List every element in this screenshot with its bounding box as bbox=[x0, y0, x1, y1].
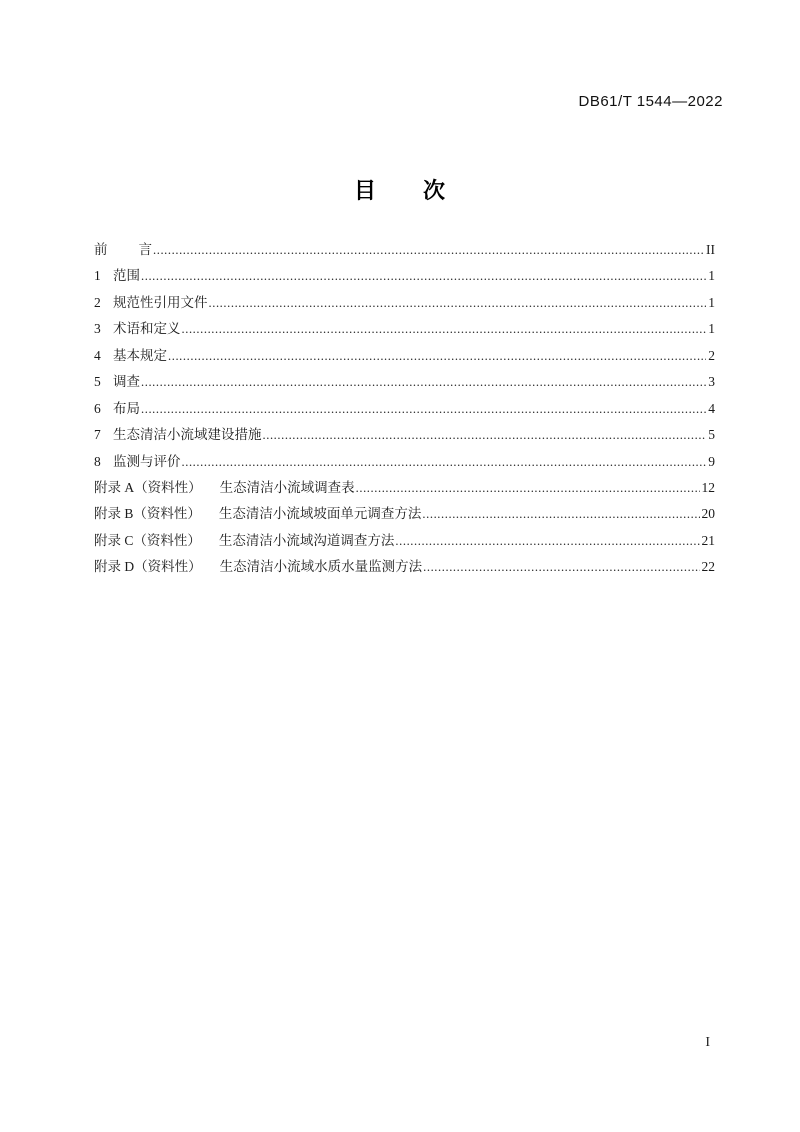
toc-entry-number: 4 bbox=[94, 347, 101, 363]
toc-row-layout bbox=[94, 396, 715, 422]
toc-entry-prefix: 附录 C（资料性） bbox=[94, 532, 201, 548]
dot-leader bbox=[168, 343, 706, 369]
toc-row-appendix-a bbox=[94, 475, 715, 501]
dot-leader bbox=[153, 237, 704, 263]
toc-entry-prefix: 附录 D（资料性） bbox=[94, 559, 202, 575]
toc-entry-prefix: 前 bbox=[94, 242, 108, 257]
dot-leader bbox=[263, 422, 707, 448]
toc-row-monitoring-evaluation bbox=[94, 449, 715, 475]
toc-row-construction-measures bbox=[94, 422, 715, 448]
toc-entry-page: II bbox=[706, 242, 715, 257]
dot-leader bbox=[422, 501, 699, 527]
toc-entry-title: 生态清洁小流域沟道调查方法 bbox=[218, 532, 395, 548]
toc-entry-page: 12 bbox=[701, 479, 715, 495]
toc-entry-number: 7 bbox=[94, 427, 101, 443]
dot-leader bbox=[395, 528, 699, 554]
toc-entry-number: 1 bbox=[94, 268, 101, 284]
toc-entry-number: 2 bbox=[94, 294, 101, 310]
toc-row-appendix-b bbox=[94, 501, 715, 527]
toc-entry-title: 生态清洁小流域水质水量监测方法 bbox=[219, 559, 423, 575]
footer-page-number: I bbox=[705, 1035, 710, 1050]
toc-entry-page: 1 bbox=[708, 321, 715, 337]
toc-entry-number: 3 bbox=[94, 321, 101, 337]
dot-leader bbox=[209, 290, 707, 316]
dot-leader bbox=[182, 449, 707, 475]
toc-entry-page: 20 bbox=[701, 506, 715, 522]
toc-entry-title: 规范性引用文件 bbox=[113, 294, 208, 310]
toc-entry-title: 言 bbox=[138, 242, 152, 257]
toc-entry-title: 范围 bbox=[113, 268, 140, 284]
toc-entry-title: 布局 bbox=[113, 400, 140, 416]
toc-entry-number: 5 bbox=[94, 374, 101, 390]
toc-entry-page: 1 bbox=[708, 294, 715, 310]
dot-leader bbox=[141, 369, 706, 395]
toc-entry-title: 监测与评价 bbox=[113, 453, 181, 469]
toc-entry-title: 调查 bbox=[113, 374, 140, 390]
toc-entry-title: 基本规定 bbox=[113, 347, 167, 363]
toc-entry-page: 4 bbox=[708, 400, 715, 416]
toc-row-appendix-c bbox=[94, 528, 715, 554]
toc-entry-page: 2 bbox=[708, 347, 715, 363]
toc-entry-page: 5 bbox=[708, 427, 715, 443]
toc-entry-title: 生态清洁小流域建设措施 bbox=[113, 427, 262, 443]
dot-leader bbox=[141, 396, 706, 422]
toc-entry-page: 3 bbox=[708, 374, 715, 390]
toc-entry-title: 生态清洁小流域坡面单元调查方法 bbox=[218, 506, 422, 522]
toc-entry-page: 9 bbox=[708, 453, 715, 469]
toc-entry-page: 22 bbox=[701, 559, 715, 575]
toc-row-foreword bbox=[94, 237, 715, 263]
toc-row-basic-provisions bbox=[94, 343, 715, 369]
dot-leader bbox=[182, 316, 707, 342]
toc-entry-title: 生态清洁小流域调查表 bbox=[219, 479, 355, 495]
dot-leader bbox=[141, 263, 706, 289]
toc-entry-prefix: 附录 B（资料性） bbox=[94, 506, 201, 522]
toc-entry-page: 21 bbox=[701, 532, 715, 548]
toc-entry-page: 1 bbox=[708, 268, 715, 284]
toc-row-survey bbox=[94, 369, 715, 395]
toc-title: 目 次 bbox=[353, 178, 446, 203]
toc-list bbox=[94, 237, 715, 581]
dot-leader bbox=[356, 475, 700, 501]
toc-entry-number: 8 bbox=[94, 453, 101, 469]
toc-entry-title: 术语和定义 bbox=[113, 321, 181, 337]
toc-entry-number: 6 bbox=[94, 400, 101, 416]
dot-leader bbox=[423, 554, 699, 580]
toc-row-appendix-d bbox=[94, 554, 715, 580]
toc-row-normative-references bbox=[94, 290, 715, 316]
toc-entry-prefix: 附录 A（资料性） bbox=[94, 479, 202, 495]
toc-row-scope bbox=[94, 263, 715, 289]
doc-code: DB61/T 1544—2022 bbox=[578, 93, 723, 110]
toc-row-terms-definitions bbox=[94, 316, 715, 342]
